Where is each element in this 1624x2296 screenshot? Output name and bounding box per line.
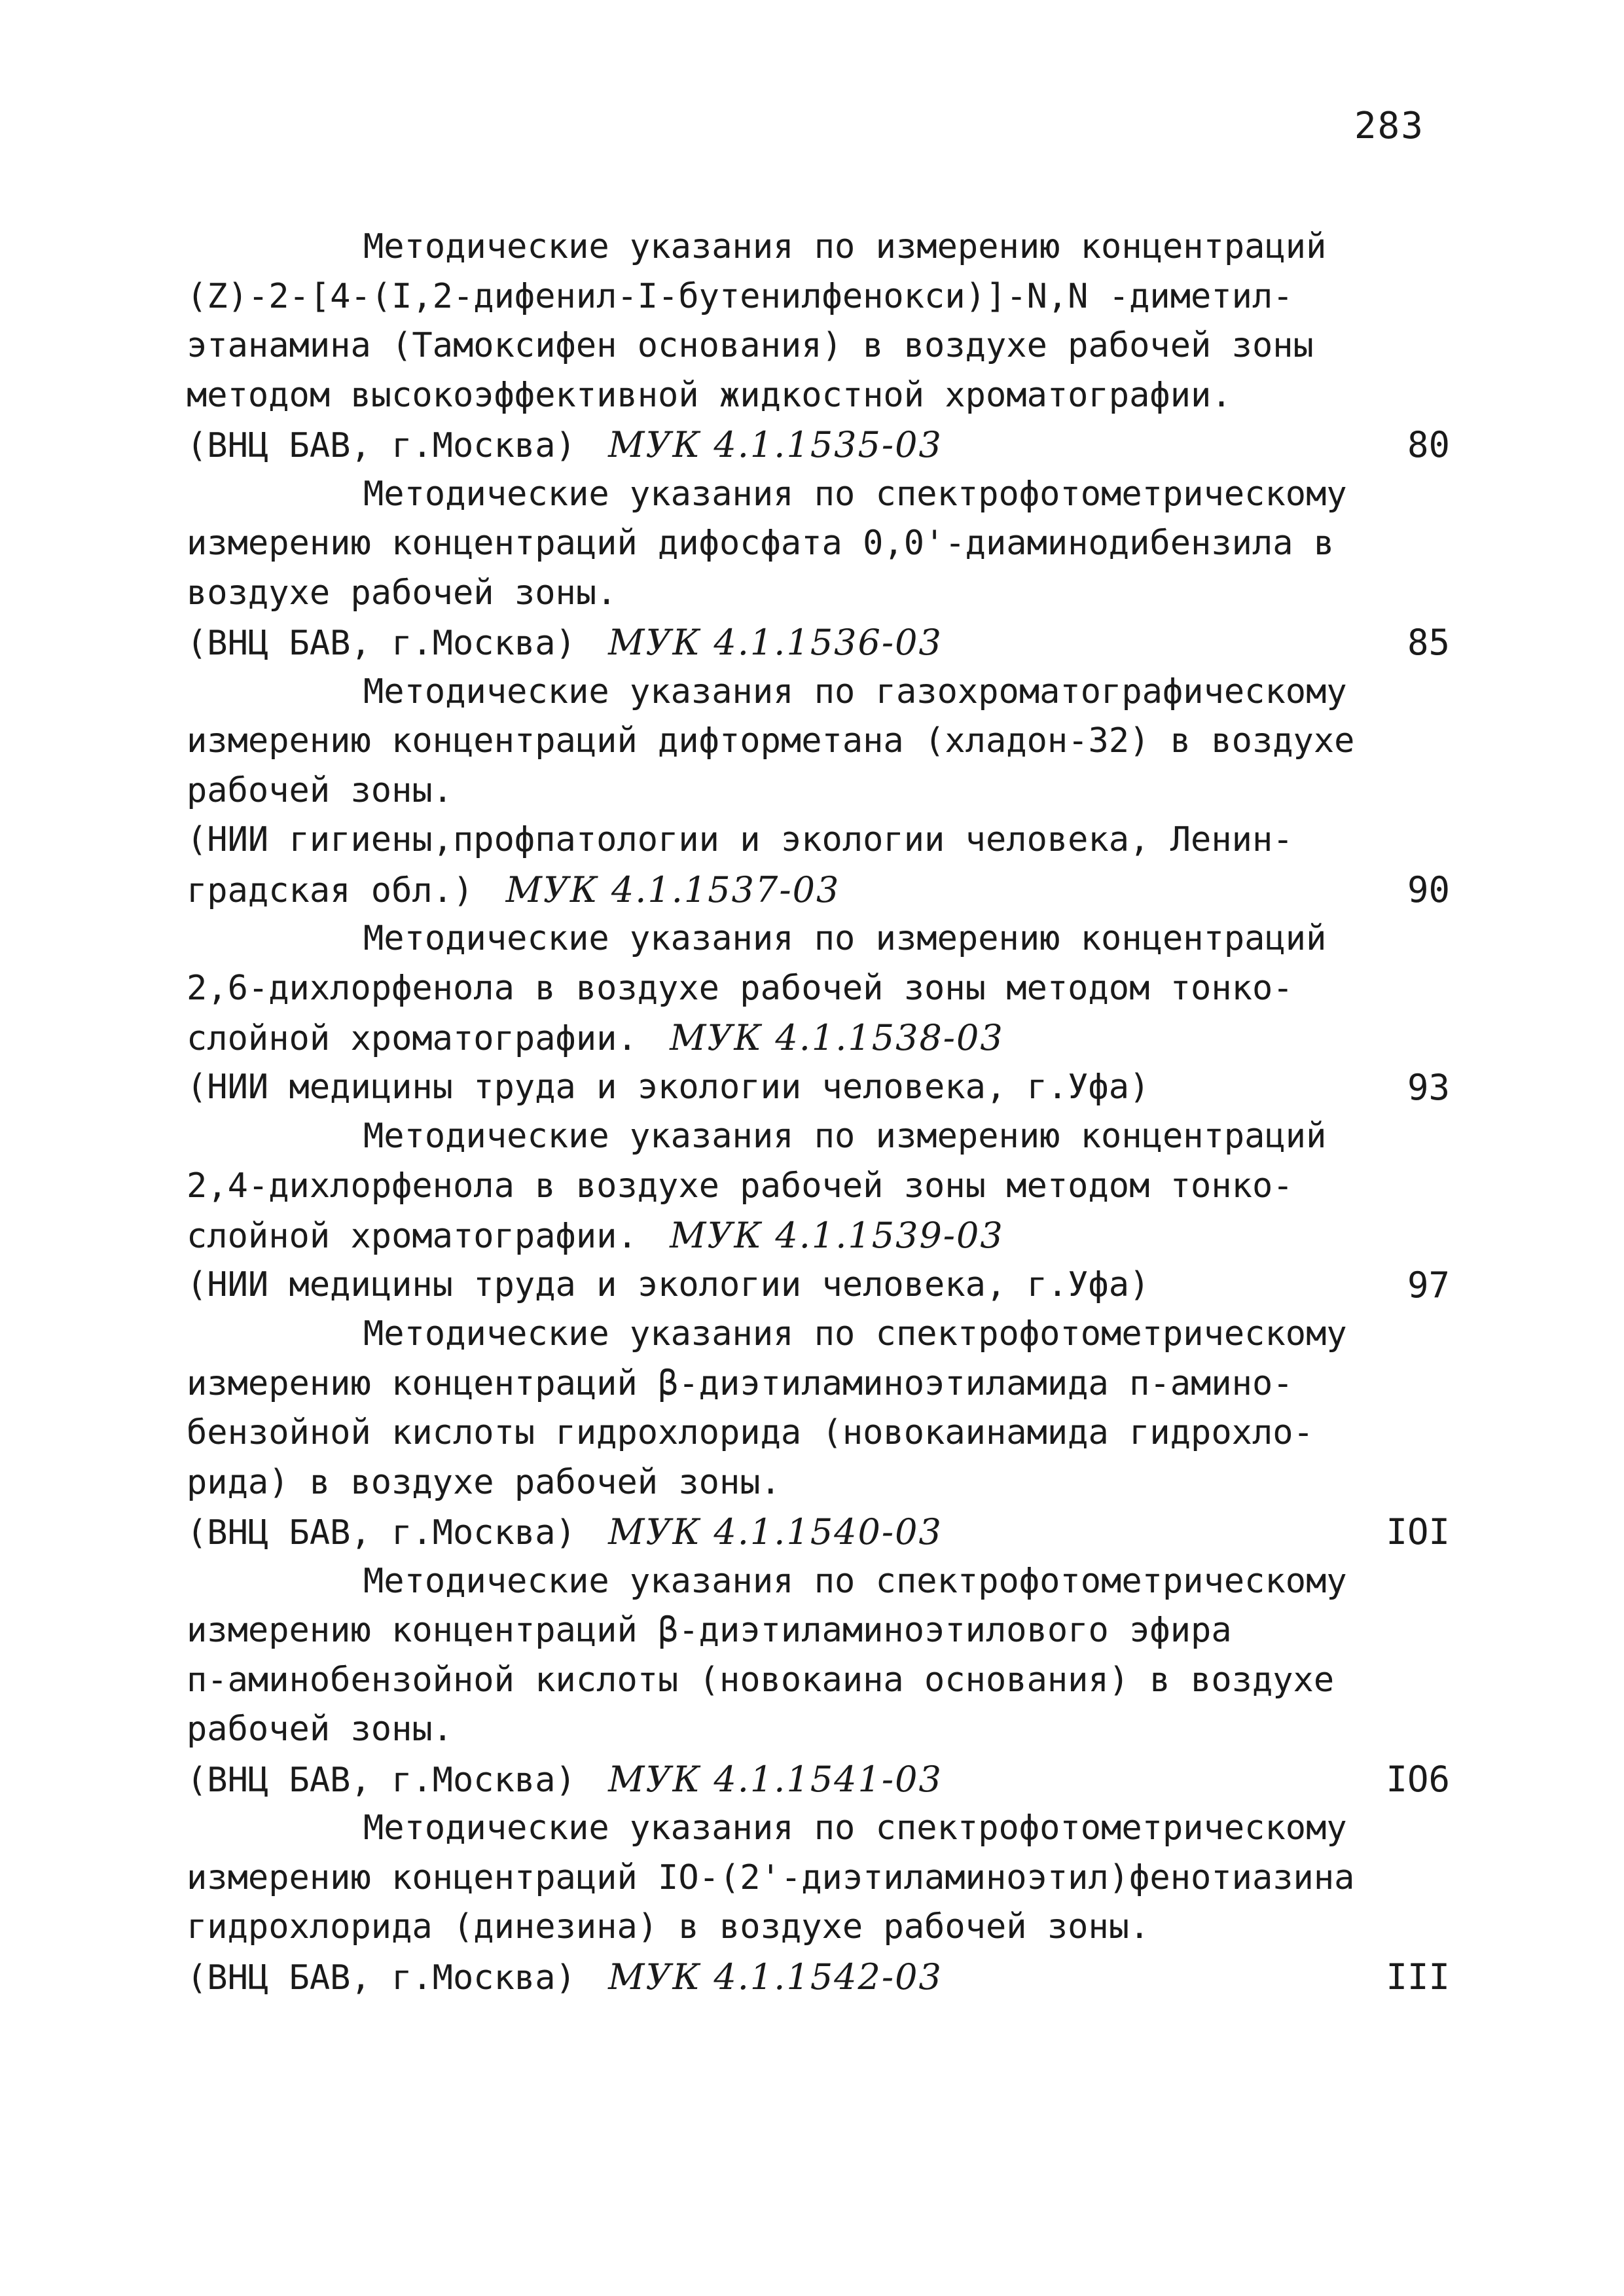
entry-title-line: измерению концентраций дифторметана (хладон-32) в воздухе bbox=[187, 721, 1355, 761]
entry-source-line bbox=[187, 1755, 1450, 1804]
entry-source: (ВНЦ БАВ, г.Москва) bbox=[187, 1958, 576, 1998]
handwritten-doc-code: МУК 4.1.1536-03 bbox=[608, 622, 943, 663]
entry-title-line: 2,6-дихлорфенола в воздухе рабочей зоны методом тонко- bbox=[187, 968, 1293, 1008]
handwritten-doc-code: МУК 4.1.1538-03 bbox=[670, 1017, 1004, 1058]
entry-source-line bbox=[187, 420, 1450, 470]
entry-source: градская обл.) bbox=[187, 870, 474, 910]
entry-title-line: Методические указания по спектрофотометрическому bbox=[363, 474, 1347, 514]
entry-title-line: измерению концентраций дифосфата 0,0'-диаминодибензила в bbox=[187, 524, 1335, 563]
toc-entry bbox=[187, 470, 1450, 668]
toc-entry bbox=[187, 223, 1450, 470]
entry-source-line bbox=[187, 865, 1450, 915]
entry-title-line: измерению концентраций IO-(2'-диэтиламиноэтил)фенотиазина bbox=[187, 1857, 1355, 1897]
entry-source-line bbox=[187, 1261, 1450, 1310]
handwritten-doc-code: МУК 4.1.1542-03 bbox=[608, 1956, 943, 1998]
entry-title-line: п-аминобензойной кислоты (новокаина основания) в воздухе bbox=[187, 1660, 1335, 1700]
entry-source: (ВНЦ БАВ, г.Москва) bbox=[187, 624, 576, 663]
entry-title-line: рабочей зоны. bbox=[187, 1710, 453, 1749]
handwritten-doc-code: МУК 4.1.1539-03 bbox=[670, 1215, 1004, 1256]
entry-title-line: рабочей зоны. bbox=[187, 770, 453, 810]
entry-title-line: (НИИ гигиены,профпатологии и экологии человека, Ленин- bbox=[187, 820, 1293, 859]
entry-page-number: IOI bbox=[1386, 1511, 1450, 1552]
handwritten-doc-code: МУК 4.1.1541-03 bbox=[608, 1758, 943, 1800]
entry-source-line bbox=[187, 1952, 1450, 2002]
entry-source: (НИИ медицины труда и экологии человека, г.Уфа) bbox=[187, 1265, 1150, 1304]
toc-entry bbox=[187, 914, 1450, 1112]
entry-title-line: Методические указания по спектрофотометрическому bbox=[363, 1561, 1347, 1601]
table-of-contents bbox=[187, 223, 1450, 2001]
toc-entry bbox=[187, 1310, 1450, 1557]
entry-page-number: 93 bbox=[1407, 1066, 1450, 1108]
entry-source: (ВНЦ БАВ, г.Москва) bbox=[187, 1760, 576, 1800]
entry-source: (НИИ медицины труда и экологии человека, г.Уфа) bbox=[187, 1067, 1150, 1107]
entry-title-line: воздухе рабочей зоны. bbox=[187, 573, 617, 613]
entry-title-line: гидрохлорида (динезина) в воздухе рабочей зоны. bbox=[187, 1907, 1150, 1946]
entry-source: (ВНЦ БАВ, г.Москва) bbox=[187, 426, 576, 465]
entry-title-line: Методические указания по спектрофотометрическому bbox=[363, 1314, 1347, 1354]
entry-title-line: 2,4-дихлорфенола в воздухе рабочей зоны методом тонко- bbox=[187, 1166, 1293, 1206]
entry-page-number: 90 bbox=[1407, 869, 1450, 910]
entry-title-line: Методические указания по измерению концентраций bbox=[363, 227, 1327, 266]
toc-entry bbox=[187, 1112, 1450, 1310]
handwritten-doc-code: МУК 4.1.1537-03 bbox=[505, 869, 840, 910]
entry-title-line: рида) в воздухе рабочей зоны. bbox=[187, 1462, 781, 1502]
page-number: 283 bbox=[1354, 105, 1424, 147]
entry-title-line: этанамина (Тамоксифен основания) в воздухе рабочей зоны bbox=[187, 326, 1314, 365]
entry-title-line: методом высокоэффективной жидкостной хроматографии. bbox=[187, 375, 1232, 415]
entry-title-line: Методические указания по измерению концентраций bbox=[363, 1117, 1327, 1156]
entry-title-line: бензойной кислоты гидрохлорида (новокаинамида гидрохло- bbox=[187, 1413, 1314, 1452]
entry-page-number: 97 bbox=[1407, 1264, 1450, 1306]
entry-page-number: 85 bbox=[1407, 622, 1450, 663]
toc-entry bbox=[187, 668, 1450, 915]
handwritten-doc-code: МУК 4.1.1535-03 bbox=[608, 424, 943, 465]
entry-title-line: измерению концентраций β-диэтиламиноэтиламида п-амино- bbox=[187, 1363, 1293, 1403]
entry-title-line: Методические указания по спектрофотометрическому bbox=[363, 1808, 1347, 1848]
toc-entry bbox=[187, 1804, 1450, 2001]
handwritten-doc-code: МУК 4.1.1540-03 bbox=[608, 1511, 943, 1552]
entry-source: (ВНЦ БАВ, г.Москва) bbox=[187, 1513, 576, 1552]
entry-title-line: слойной хроматографии. bbox=[187, 1019, 638, 1058]
entry-page-number: IO6 bbox=[1386, 1758, 1450, 1800]
entry-title-line: Методические указания по газохроматографическому bbox=[363, 672, 1347, 711]
entry-source-line bbox=[187, 618, 1450, 668]
entry-title-line: измерению концентраций β-диэтиламиноэтилового эфира bbox=[187, 1611, 1232, 1650]
entry-code-line bbox=[187, 1211, 1450, 1261]
entry-source-line bbox=[187, 1063, 1450, 1113]
entry-title-line: (Z)-2-[4-(I,2-дифенил-I-бутенилфенокси)]-N,N -диметил- bbox=[187, 276, 1293, 316]
entry-source-line bbox=[187, 1507, 1450, 1557]
toc-entry bbox=[187, 1557, 1450, 1804]
entry-title-line: слойной хроматографии. bbox=[187, 1217, 638, 1256]
entry-title-line: Методические указания по измерению концентраций bbox=[363, 919, 1327, 958]
entry-code-line bbox=[187, 1013, 1450, 1063]
entry-page-number: 80 bbox=[1407, 424, 1450, 465]
entry-page-number: III bbox=[1386, 1956, 1450, 1998]
